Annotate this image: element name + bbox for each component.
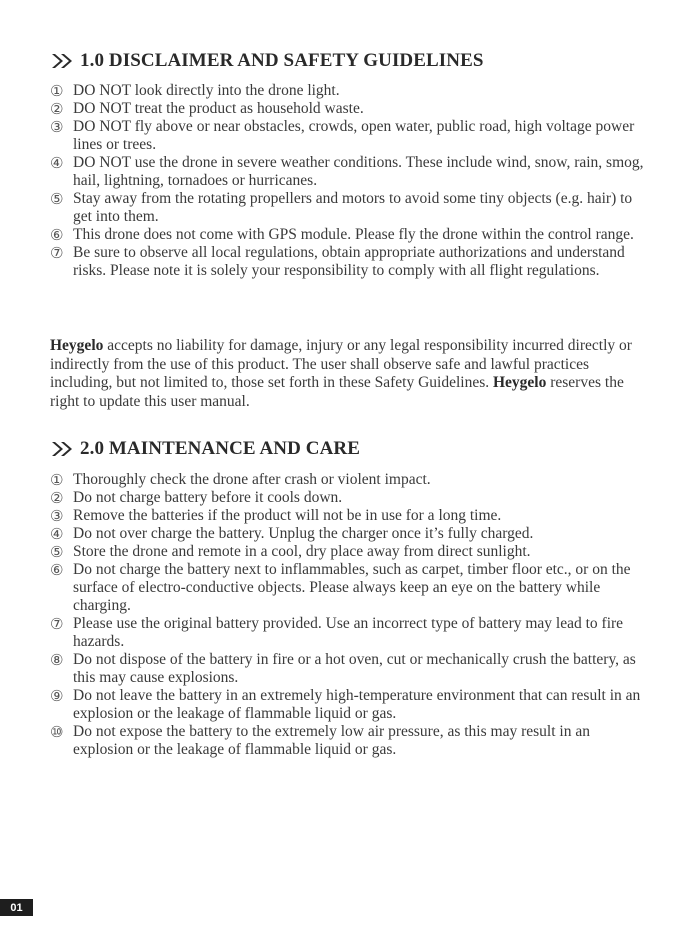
list-item [50,489,650,507]
item-text: Do not leave the battery in an extremely high-temperature environment that can result in an explosion or the leakage of flammable liquid or gas. [73,687,641,722]
item-text: Do not over charge the battery. Unplug the charger once it’s fully charged. [73,525,534,542]
item-number: ④ [50,154,64,172]
page-number: 01 [0,899,33,916]
list-item [50,154,650,190]
item-text: DO NOT fly above or near obstacles, crowds, open water, public road, high voltage power lines or trees. [73,118,635,153]
item-number: ⑧ [50,651,64,669]
section-1-title: 1.0 DISCLAIMER AND SAFETY GUIDELINES [80,50,484,71]
list-item [50,100,650,118]
item-text: Be sure to observe all local regulations, obtain appropriate authorizations and understand risks. Please note it is solely your responsibility to comply with all flight regulations. [73,244,625,279]
list-item [50,244,650,280]
disclaimer-text: reserves the right to update this user manual. [50,374,624,410]
item-text: Do not expose the battery to the extremely low air pressure, as this may result in an explosion or the leakage of flammable liquid or gas. [73,723,590,758]
double-chevron-right-icon [50,440,74,458]
list-item [50,190,650,226]
list-item [50,687,650,723]
item-text: Thoroughly check the drone after crash or violent impact. [73,471,431,488]
section-1-heading [50,50,484,72]
brand-name: Heygelo [492,374,547,391]
item-text: DO NOT look directly into the drone light. [73,82,340,99]
item-text: Do not dispose of the battery in fire or a hot oven, cut or mechanically crush the battery, as this may cause explosions. [73,651,636,686]
double-chevron-right-icon [50,52,74,70]
list-item [50,561,650,615]
item-text: This drone does not come with GPS module. Please fly the drone within the control range. [73,226,634,243]
section-2-title: 2.0 MAINTENANCE AND CARE [80,438,361,459]
item-text: Store the drone and remote in a cool, dry place away from direct sunlight. [73,543,531,560]
item-text: Do not charge the battery next to inflammables, such as carpet, timber floor etc., or on the surface of electro-conductive objects. Please always keep an eye on the battery while charging. [73,561,631,614]
item-number: ⑩ [50,723,64,741]
brand-name: Heygelo [50,337,104,354]
disclaimer-text: accepts no liability for damage, injury or any legal responsibility incurred directly or indirectly from the use of this product. The user shall observe safe and lawful practices including, but not limited to, those set forth in these Safety Guidelines. [50,337,632,391]
section-2-heading [50,438,360,460]
item-number: ① [50,82,64,100]
item-text: DO NOT treat the product as household waste. [73,100,364,117]
item-number: ⑨ [50,687,64,705]
item-text: Do not charge battery before it cools down. [73,489,343,506]
list-item [50,525,650,543]
item-number: ② [50,100,64,118]
item-text: Remove the batteries if the product will not be in use for a long time. [73,507,502,524]
item-text: Stay away from the rotating propellers and motors to avoid some tiny objects (e.g. hair) to get into them. [73,190,633,225]
list-item [50,118,650,154]
item-number: ④ [50,525,64,543]
item-number: ① [50,471,64,489]
maintenance-list [50,471,650,759]
item-number: ⑦ [50,615,64,633]
list-item [50,723,650,759]
item-number: ⑤ [50,190,64,208]
safety-guidelines-list [50,82,650,280]
item-number: ⑦ [50,244,64,262]
list-item [50,507,650,525]
item-number: ③ [50,507,64,525]
item-number: ⑤ [50,543,64,561]
list-item [50,82,650,100]
list-item [50,615,650,651]
item-number: ② [50,489,64,507]
item-text: Please use the original battery provided. Use an incorrect type of battery may lead to fire hazards. [73,615,624,650]
item-number: ⑥ [50,226,64,244]
list-item [50,543,650,561]
item-number: ⑥ [50,561,64,579]
list-item [50,651,650,687]
item-number: ③ [50,118,64,136]
list-item [50,471,650,489]
item-text: DO NOT use the drone in severe weather conditions. These include wind, snow, rain, smog, hail, lightning, tornadoes or hurricanes. [73,154,644,189]
list-item [50,226,650,244]
liability-disclaimer [50,337,650,411]
